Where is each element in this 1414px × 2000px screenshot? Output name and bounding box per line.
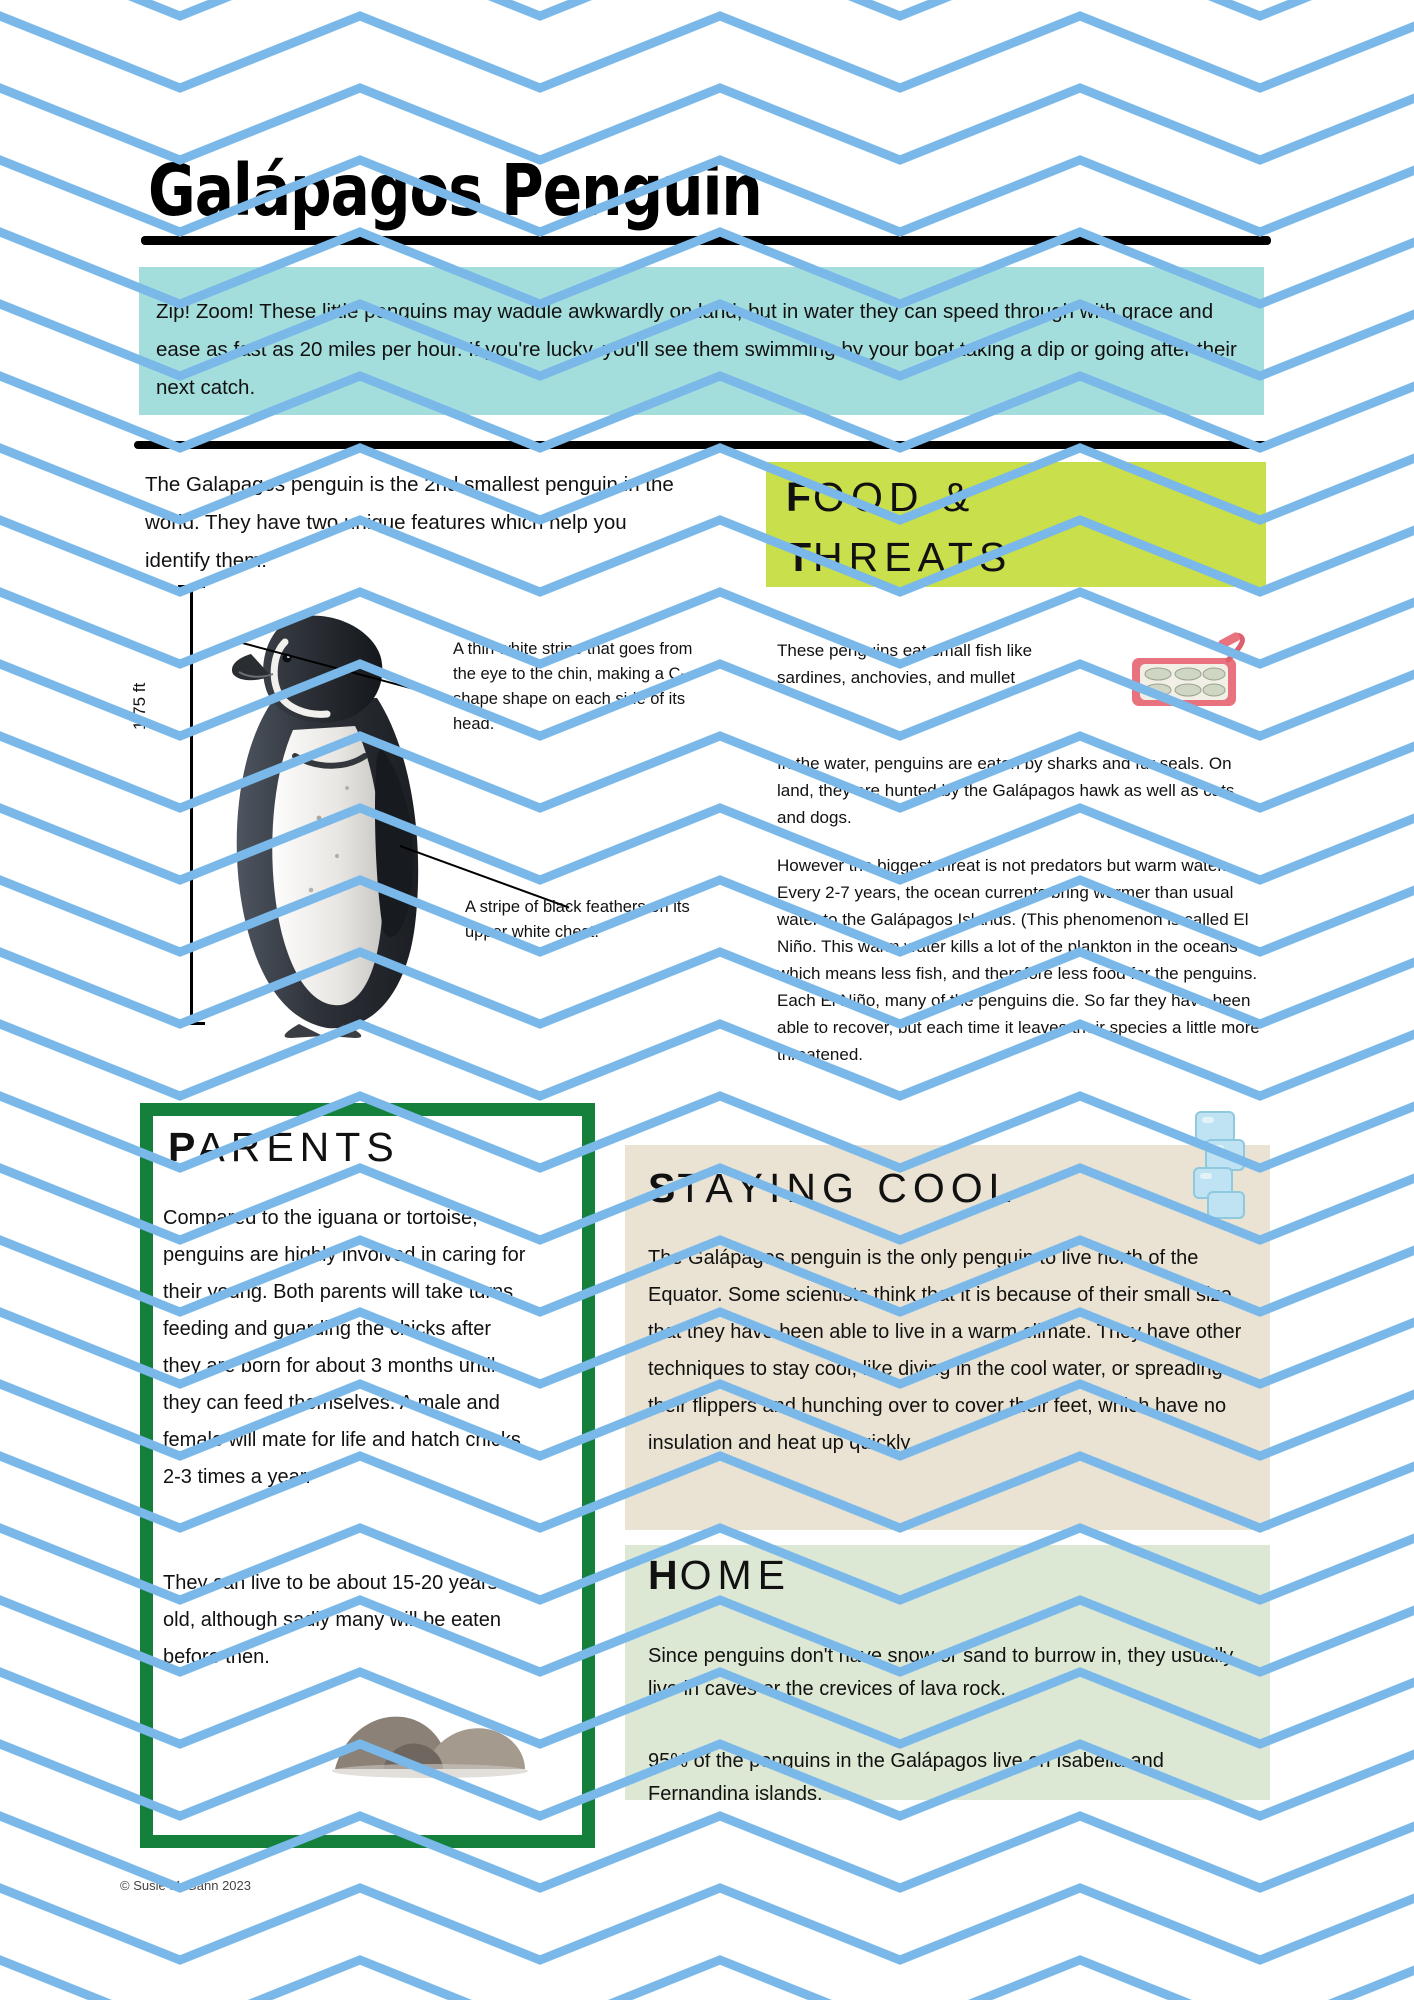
left-column-intro: The Galapagos penguin is the 2nd smallest penguin in the world. They have two unique features which help you identify them: xyxy=(145,473,674,572)
height-measure-bar xyxy=(190,585,193,1025)
page-title: Galápagos Penguin xyxy=(148,150,762,233)
home-paragraph-2: 95% of the penguins in the Galápagos live on Isabella and Fernandina islands. xyxy=(648,1750,1164,1805)
food-diet-paragraph: These penguins eat small fish like sardines, anchovies, and mullet xyxy=(777,641,1033,687)
threats-heading-rest: HREATS xyxy=(813,534,1013,580)
home-heading-rest: OME xyxy=(679,1552,792,1598)
penguin-photo xyxy=(215,580,445,1040)
parents-heading-rest: ARENTS xyxy=(197,1124,400,1170)
height-measure-cap-bottom xyxy=(178,1022,205,1025)
food-heading-rest: OOD & xyxy=(813,474,976,520)
staying-cool-heading xyxy=(648,1165,1018,1212)
cool-heading-rest: TAYING COOL xyxy=(677,1165,1018,1211)
food-threats-heading-line2 xyxy=(786,534,1012,581)
intro-paragraph: Zip! Zoom! These little penguins may waddle awkwardly on land, but in water they can speed through with grace and ease as fast as 20 miles per hour. If you're lucky, you'll see them swimming by your boat taking a dip or going after their next catch. xyxy=(156,300,1237,399)
parents-paragraph-2: They can live to be about 15-20 years old, although sadly many will be eaten before then. xyxy=(163,1572,501,1668)
threat-elnino-paragraph: However the biggest threat is not predators but warm water. Every 2-7 years, the ocean currents bring warmer than usual water to the Galápagos Islands. (This phenomenon is called El Niño. This warm water kills a lot of the plankton in the oceans which means less fish, and therefore less food for the penguins. Each El Niño, many of the penguins die. So far they have been able to recover, but each time it leaves their species a little more threatened. xyxy=(777,856,1260,1064)
threats-heading-initial: T xyxy=(786,534,814,580)
copyright-footer: © Susie McGann 2023 xyxy=(120,1878,251,1893)
home-heading-initial: H xyxy=(648,1552,680,1598)
height-measure-cap-top xyxy=(178,585,205,588)
rocks-icon xyxy=(325,1665,535,1785)
food-heading-initial: F xyxy=(786,474,814,520)
divider-middle xyxy=(134,441,1270,449)
parents-heading xyxy=(168,1124,400,1171)
cool-heading-initial: S xyxy=(648,1165,678,1211)
parents-heading-initial: P xyxy=(168,1124,198,1170)
staying-cool-paragraph: The Galápagos penguin is the only penguin to live north of the Equator. Some scientists think that it is because of their small size that they have been able to live in a warm climate. They have other techniques to stay cool, like diving in the cool water, or spreading their flippers and hunching over to cover their feet, which have no insulation and heat up quickly. xyxy=(648,1247,1242,1454)
home-heading xyxy=(648,1552,791,1599)
divider-top xyxy=(141,236,1271,245)
sardine-tin-icon xyxy=(1118,630,1263,715)
food-threats-heading-line1 xyxy=(786,474,975,521)
penguin-callout-chest-stripe: A stripe of black feathers on its upper white chest. xyxy=(465,898,690,941)
height-label: 1.75 ft xyxy=(130,682,149,730)
ice-cubes-icon xyxy=(1182,1110,1257,1220)
home-paragraph-1: Since penguins don't have snow or sand to burrow in, they usually live in caves or the crevices of lava rock. xyxy=(648,1645,1234,1700)
penguin-callout-head-stripe: A thin white stripe that goes from the eye to the chin, making a C-shape shape on each side of its head. xyxy=(453,640,693,733)
parents-paragraph-1: Compared to the iguana or tortoise, penguins are highly involved in caring for their young. Both parents will take turns feeding and guarding the chicks after they are born for about 3 months until they can feed themselves. A male and female will mate for life and hatch chicks 2-3 times a year. xyxy=(163,1207,526,1488)
threat-predators-paragraph: In the water, penguins are eaten by sharks and fur seals. On land, they are hunted by the Galápagos hawk as well as cats and dogs. xyxy=(777,754,1235,827)
